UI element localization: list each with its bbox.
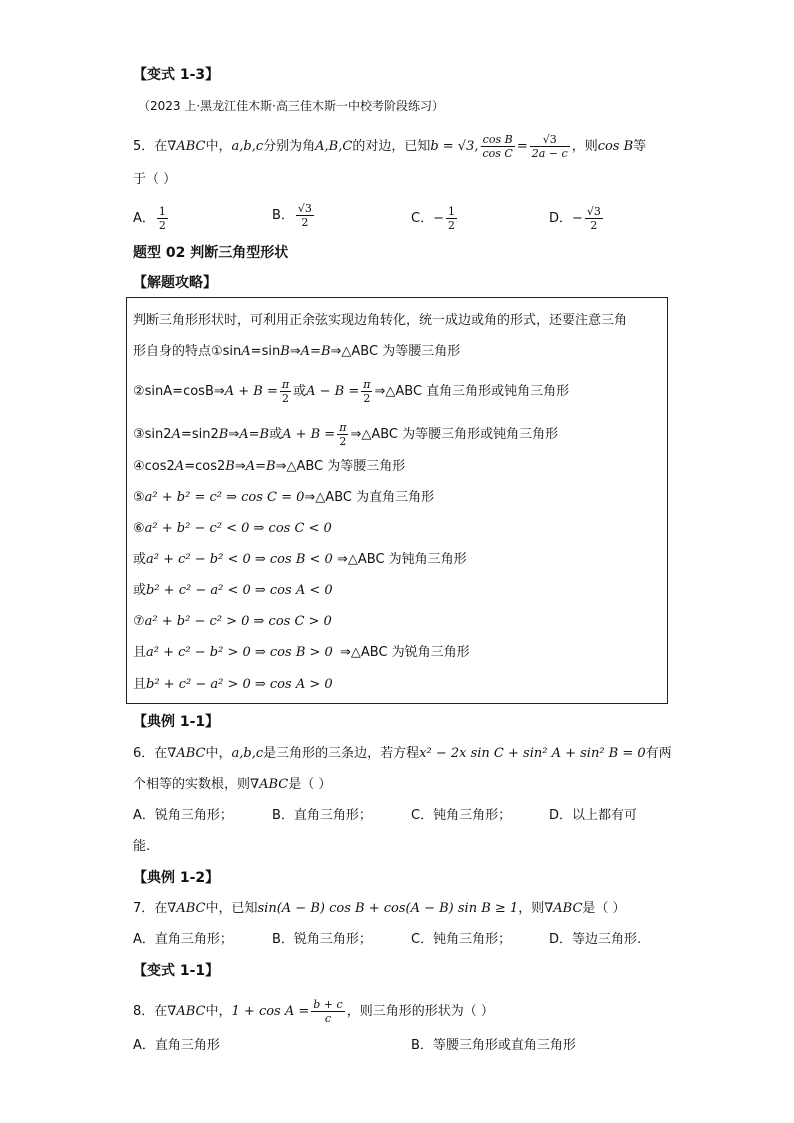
strategy-line-12: 且b² + c² − a² > 0 ⇒ cos A > 0 (133, 677, 333, 692)
q5-sides: a,b,c (231, 139, 264, 154)
q6-option-a[interactable]: A．锐角三角形； (133, 808, 233, 823)
q5-fraction-cos: $\frac{\text{cos B}}{\text{cos C}}$ (482, 133, 513, 160)
q5-option-c[interactable]: C．− $\frac{1}{2}$ (411, 205, 455, 232)
q6-option-b[interactable]: B．直角三角形； (272, 808, 372, 823)
strategy-line-11-result: ⇒△ABC 为锐角三角形 (340, 645, 470, 660)
q6-option-c[interactable]: C．钝角三角形； (411, 808, 512, 823)
q5-option-d[interactable]: D．− $\frac{√3}{2}$ (549, 205, 601, 232)
variant-1-3-heading: 【变式 1-3】 (133, 67, 220, 83)
q5-text: 中， (205, 139, 232, 154)
q5-angles: A,B,C (315, 139, 353, 154)
q5-option-a[interactable]: A． $\frac{1}{2}$ (133, 205, 166, 232)
strategy-line-7: ⑥a² + b² − c² < 0 ⇒ cos C < 0 (133, 521, 332, 536)
q6-option-d[interactable]: D．以上都有可 (549, 808, 638, 823)
question-8-line: 8．在∇ABC中，1 + cos A = $\frac{b + c}{c}$ ，则三角形的形状为（ ） (133, 998, 494, 1025)
q5-option-b[interactable]: B． $\frac{√3}{2}$ (272, 202, 312, 229)
q8-option-b[interactable]: B．等腰三角形或直角三角形 (411, 1038, 576, 1053)
strategy-line-8: 或a² + c² − b² < 0 ⇒ cos B < 0 (133, 552, 333, 567)
q5-text: 分别为角 (263, 139, 316, 154)
example-1-1-heading: 【典例 1-1】 (133, 714, 220, 730)
q5-b-value: b = √3, (430, 139, 479, 154)
q7-option-b[interactable]: B．锐角三角形； (272, 932, 372, 947)
question-7-line: 7．在∇ABC中，已知sin(A − B) cos B + cos(A − B) sin B ≥ 1，则∇ABC是（ ） (133, 901, 626, 916)
strategy-line-8-result: ⇒△ABC 为钝角三角形 (337, 552, 467, 567)
strategy-line-3: ②sinA=cosB⇒A + B = $\frac{\pi}{2}$ 或A − B = $\frac{\pi}{2}$ ⇒△ABC 直角三角形或钝角三角形 (133, 378, 570, 405)
q7-option-a[interactable]: A．直角三角形； (133, 932, 233, 947)
strategy-line-9: 或b² + c² − a² < 0 ⇒ cos A < 0 (133, 583, 333, 598)
q5-fraction-sqrt: $\frac{√3}{2a - c}$ (531, 133, 568, 160)
strategy-line-6: ⑤a² + b² = c² ⇒ cos C = 0⇒△ABC 为直角三角形 (133, 490, 435, 505)
example-1-2-heading: 【典例 1-2】 (133, 870, 220, 886)
q5-triangle: ∇ABC (167, 139, 206, 154)
q5-cosB: cos B (597, 139, 634, 154)
question-5-line-1: 5．在∇ABC中，a,b,c分别为角A,B,C的对边，已知b = √3, $\frac{\text{cos B}}{\text{cos C}}$ = $\frac{√3}{2a - c}$ ，则cos B等 (133, 133, 647, 160)
strategy-line-1: 判断三角形形状时，可利用正余弦实现边角转化，统一成边或角的形式，还要注意三角 (133, 313, 628, 328)
variant-1-1-heading: 【变式 1-1】 (133, 963, 220, 979)
question-6-line-2: 个相等的实数根，则∇ABC是（ ） (133, 777, 332, 792)
strategy-line-10: ⑦a² + b² − c² > 0 ⇒ cos C > 0 (133, 614, 332, 629)
strategy-heading: 【解题攻略】 (133, 275, 217, 291)
q7-option-c[interactable]: C．钝角三角形； (411, 932, 512, 947)
q7-option-d[interactable]: D．等边三角形. (549, 932, 642, 947)
question-6-line-1: 6．在∇ABC中，a,b,c是三角形的三条边，若方程x² − 2x sin C + sin² A + sin² B = 0有两 (133, 746, 672, 761)
q6-option-d-continued: 能. (133, 839, 151, 854)
question-5-line-2: 于（ ） (133, 172, 177, 187)
q5-number: 5．在 (133, 139, 168, 154)
strategy-line-5: ④cos2A=cos2B⇒A=B⇒△ABC 为等腰三角形 (133, 459, 406, 474)
strategy-line-4: ③sin2A=sin2B⇒A=B或A + B = $\frac{\pi}{2}$ ⇒△ABC 为等腰三角形或钝角三角形 (133, 421, 559, 448)
strategy-line-2: 形自身的特点①sinA=sinB⇒A=B⇒△ABC 为等腰三角形 (133, 344, 461, 359)
question-source: （2023 上·黑龙江佳木斯·高三佳木斯一中校考阶段练习） (138, 99, 444, 113)
strategy-line-11: 且a² + c² − b² > 0 ⇒ cos B > 0 (133, 645, 333, 660)
q5-text: 的对边，已知 (352, 139, 431, 154)
type-02-heading: 题型 02 判断三角型形状 (133, 245, 289, 261)
q8-option-a[interactable]: A．直角三角形 (133, 1038, 220, 1053)
